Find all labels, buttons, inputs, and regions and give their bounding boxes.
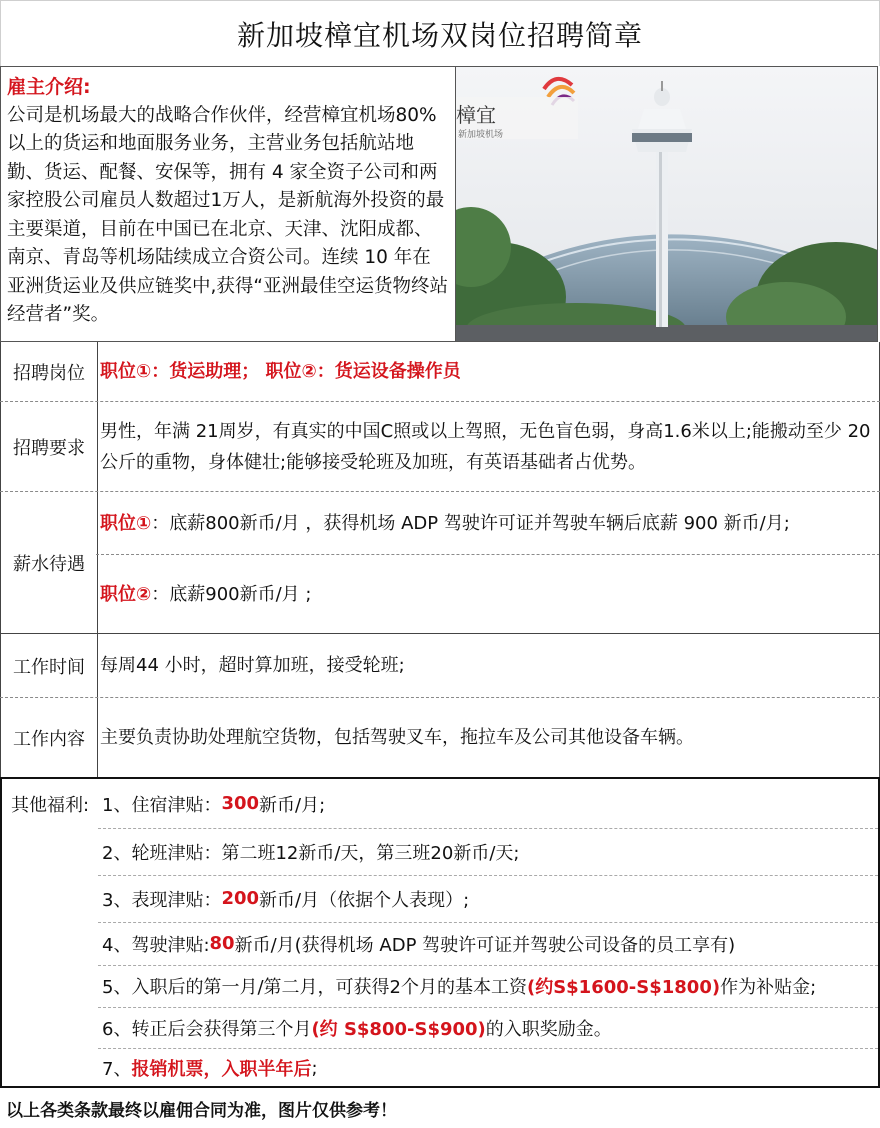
benefit-item: 6、转正后会获得第三个月 (约 S$800-S$900) 的入职奖励金。 — [98, 1007, 878, 1049]
content-label: 工作内容 — [0, 698, 98, 777]
employer-intro — [0, 66, 455, 342]
logo-subtext: 新加坡机场 — [458, 130, 504, 140]
footer-disclaimer: 以上各类条款最终以雇佣合同为准，图片仅供参考！ — [6, 1100, 397, 1121]
salary-position-2 — [96, 554, 880, 634]
changi-tower-image — [456, 67, 878, 342]
benefit-item: 5、入职后的第一月/第二月，可获得2个月的基本工资 (约S$1600-S$1800) 作为补贴金; — [98, 965, 878, 1008]
benefits-section — [0, 777, 880, 1088]
salary-p1-label: 职位① — [100, 512, 152, 534]
benefit-item: 7、 报销机票，入职半年后 ; — [102, 1057, 318, 1080]
positions-value: 职位①：货运助理； 职位②：货运设备操作员 — [96, 342, 880, 401]
benefit-item: 4、驾驶津贴: 80 新币/月(获得机场 ADP 驾驶许可证并驾驶公司设备的员工享有) — [98, 922, 878, 966]
row-hours — [0, 634, 880, 698]
benefit-item: 1、住宿津贴： 300 新币/月; — [98, 779, 878, 829]
row-requirements — [0, 402, 880, 492]
benefits-label: 其他福利: — [10, 795, 90, 816]
salary-label: 薪水待遇 — [0, 492, 98, 633]
intro-heading: 雇主介绍: — [7, 76, 91, 98]
row-salary — [0, 492, 880, 634]
intro-body: 公司是机场最大的战略合作伙伴，经营樟宜机场80%以上的货运和地面服务业务，主营业务包括航站地勤、货运、配餐、安保等，拥有 4 家全资子公司和两家控股公司雇员人数超过1万人，是新航海外投资的最主要渠道，目前在中国已在北京、天津、沈阳成都、南京、青岛等机场陆续成立合资公司。连续 10 年在亚洲货运业及供应链奖中,获得“亚洲最佳空运货物终站经营者”奖。 — [7, 104, 448, 325]
page-title: 新加坡樟宜机场双岗位招聘简章 — [0, 0, 880, 66]
benefit-item: 2、轮班津贴：第二班12新币/天，第三班20新币/天; — [98, 828, 878, 876]
positions-label: 招聘岗位 — [0, 342, 98, 401]
salary-p1-text: ：底薪800新币/月 ，获得机场 ADP 驾驶许可证并驾驶车辆后底薪 900 新币/月; — [151, 512, 790, 534]
requirements-value: 男性，年满 21周岁，有真实的中国C照或以上驾照，无色盲色弱，身高1.6米以上;能搬动至少 20 公斤的重物，身体健壮;能够接受轮班及加班，有英语基础者占优势。 — [96, 402, 880, 491]
row-content — [0, 698, 880, 777]
hours-value: 每周44 小时，超时算加班，接受轮班; — [96, 634, 880, 697]
requirements-label: 招聘要求 — [0, 402, 98, 491]
hours-label: 工作时间 — [0, 634, 98, 697]
salary-position-1 — [96, 492, 880, 555]
content-value: 主要负责协助处理航空货物，包括驾驶叉车，拖拉车及公司其他设备车辆。 — [96, 698, 880, 777]
benefit-item: 3、表现津贴： 200 新币/月（依据个人表现）; — [98, 875, 878, 923]
row-positions — [0, 342, 880, 402]
salary-p2-label: 职位② — [100, 583, 152, 605]
airport-photo — [455, 66, 878, 342]
salary-p2-text: ：底薪900新币/月 ; — [151, 583, 312, 605]
logo-text: 樟宜 — [456, 103, 496, 127]
